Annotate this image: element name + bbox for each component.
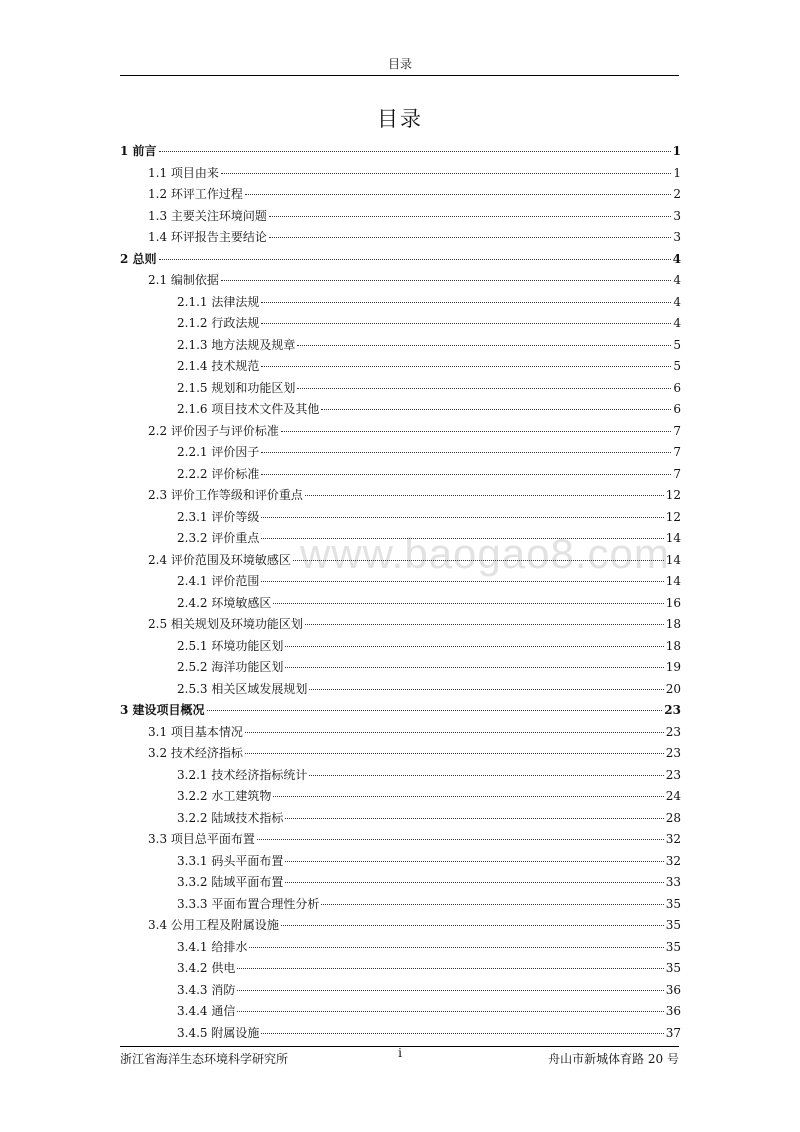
toc-entry[interactable]: [120, 206, 681, 228]
toc-entry-label: 2.5.1 环境功能区划: [177, 638, 284, 653]
toc-entry-page: 19: [665, 660, 681, 674]
toc-entry-label: 3 建设项目概况: [120, 703, 205, 717]
toc-entry-label: 2.4.1 评价范围: [177, 574, 260, 588]
toc-dot-leader: [237, 990, 663, 991]
toc-entry-page: 6: [673, 380, 681, 395]
toc-entry[interactable]: [120, 937, 681, 959]
toc-entry-page: 35: [665, 918, 681, 932]
toc-dot-leader: [273, 603, 663, 604]
toc-entry-page: 2: [673, 187, 681, 201]
watermark: www.baogao8.com: [300, 530, 670, 577]
toc-entry-page: 4: [673, 273, 681, 287]
toc-entry[interactable]: [120, 184, 681, 206]
toc-entry[interactable]: [120, 722, 681, 744]
toc-dot-leader: [321, 409, 671, 410]
toc-entry-label: 2.1.4 技术规范: [177, 359, 260, 373]
toc-dot-leader: [257, 839, 664, 840]
toc-dot-leader: [261, 323, 671, 324]
toc-dot-leader: [285, 646, 663, 647]
toc-entry-label: 2.2.1 评价因子: [177, 445, 260, 459]
toc-entry[interactable]: [120, 163, 681, 185]
toc-entry[interactable]: [120, 743, 681, 765]
toc-dot-leader: [285, 861, 663, 862]
toc-entry-label: 3.4.2 供电: [177, 961, 236, 975]
toc-dot-leader: [305, 495, 664, 496]
toc-entry-page: 23: [664, 703, 681, 717]
toc-entry[interactable]: [120, 851, 681, 873]
toc-entry-page: 14: [665, 531, 681, 545]
toc-entry[interactable]: [120, 356, 681, 378]
toc-entry-label: 2.1.3 地方法规及规章: [177, 337, 296, 352]
toc-entry[interactable]: [120, 765, 681, 787]
toc-entry-page: 35: [665, 961, 681, 975]
toc-entry-label: 1.1 项目由来: [148, 165, 219, 180]
toc-entry-page: 6: [673, 402, 681, 416]
toc-entry[interactable]: [120, 958, 681, 980]
toc-entry[interactable]: [120, 249, 681, 271]
toc-entry-page: 23: [665, 767, 681, 782]
footer-page-number: i: [398, 1046, 402, 1060]
toc-dot-leader: [245, 194, 671, 195]
toc-entry[interactable]: [120, 571, 681, 593]
toc-entry-label: 2.5.3 相关区域发展规划: [177, 681, 308, 696]
toc-dot-leader: [281, 431, 671, 432]
toc-entry-page: 35: [665, 896, 681, 911]
toc-entry[interactable]: [120, 528, 681, 550]
toc-entry-page: 14: [665, 574, 681, 588]
toc-entry-label: 3.3.1 码头平面布置: [177, 853, 284, 868]
toc-entry-page: 4: [673, 294, 681, 309]
toc-entry-label: 3.3 项目总平面布置: [148, 832, 255, 846]
toc-dot-leader: [261, 538, 663, 539]
toc-dot-leader: [293, 560, 664, 561]
toc-entry-label: 1.2 环评工作过程: [148, 187, 243, 201]
toc-dot-leader: [261, 366, 671, 367]
toc-entry-label: 3.2 技术经济指标: [148, 746, 243, 760]
toc-entry-page: 14: [665, 552, 681, 567]
toc-entry-label: 2 总则: [120, 251, 157, 266]
toc-entry[interactable]: [120, 399, 681, 421]
toc-dot-leader: [261, 452, 671, 453]
toc-entry-label: 1.3 主要关注环境问题: [148, 208, 267, 223]
toc-entry-page: 20: [665, 681, 681, 696]
toc-dot-leader: [245, 753, 664, 754]
toc-entry-page: 23: [665, 746, 681, 760]
toc-entry-label: 2.3 评价工作等级和评价重点: [148, 488, 303, 502]
toc-entry[interactable]: [120, 593, 681, 615]
toc-entry-page: 7: [673, 466, 681, 481]
toc-entry-label: 2.5.2 海洋功能区划: [177, 660, 284, 674]
toc-entry-page: 33: [665, 875, 681, 889]
toc-entry-label: 2.1.1 法律法规: [177, 294, 260, 309]
toc-dot-leader: [321, 904, 663, 905]
toc-dot-leader: [159, 151, 671, 152]
toc-dot-leader: [281, 925, 664, 926]
toc-entry-label: 1.4 环评报告主要结论: [148, 230, 267, 244]
toc-entry[interactable]: [120, 442, 681, 464]
page-title: 目录: [377, 107, 423, 131]
toc-dot-leader: [245, 732, 664, 733]
toc-dot-leader: [309, 775, 663, 776]
toc-entry-page: 18: [665, 617, 681, 631]
toc-entry-page: 7: [673, 445, 681, 459]
toc-entry-page: 23: [665, 724, 681, 739]
toc-entry[interactable]: [120, 550, 681, 572]
toc-entry-page: 36: [665, 982, 681, 997]
toc-entry[interactable]: [120, 894, 681, 916]
table-of-contents: [120, 141, 681, 1044]
toc-entry-label: 2.3.1 评价等级: [177, 509, 260, 524]
toc-dot-leader: [285, 818, 663, 819]
toc-entry-page: 37: [665, 1025, 681, 1040]
toc-entry[interactable]: [120, 786, 681, 808]
toc-entry[interactable]: [120, 335, 681, 357]
toc-dot-leader: [237, 1011, 663, 1012]
toc-entry[interactable]: [120, 292, 681, 314]
toc-entry-label: 2.2.2 评价标准: [177, 466, 260, 481]
toc-dot-leader: [207, 710, 663, 711]
toc-entry[interactable]: [120, 614, 681, 636]
toc-dot-leader: [249, 947, 663, 948]
toc-entry[interactable]: [120, 378, 681, 400]
toc-entry[interactable]: [120, 657, 681, 679]
toc-dot-leader: [269, 237, 671, 238]
toc-entry-label: 3.4.3 消防: [177, 982, 236, 997]
toc-dot-leader: [261, 474, 671, 475]
toc-entry[interactable]: [120, 636, 681, 658]
toc-dot-leader: [305, 624, 664, 625]
toc-entry-page: 5: [673, 359, 681, 373]
toc-entry-page: 24: [665, 789, 681, 803]
toc-entry-label: 3.4.5 附属设施: [177, 1025, 260, 1040]
toc-entry[interactable]: [120, 270, 681, 292]
toc-entry[interactable]: [120, 464, 681, 486]
toc-entry-page: 32: [665, 832, 681, 846]
toc-entry[interactable]: [120, 313, 681, 335]
toc-entry-page: 4: [672, 251, 681, 266]
toc-entry[interactable]: [120, 227, 681, 249]
toc-dot-leader: [237, 968, 663, 969]
toc-entry-page: 12: [665, 509, 681, 524]
toc-entry[interactable]: [120, 141, 681, 163]
toc-entry-page: 35: [665, 939, 681, 954]
toc-dot-leader: [221, 173, 671, 174]
toc-entry-label: 3.3.2 陆域平面布置: [177, 875, 284, 889]
toc-dot-leader: [261, 581, 663, 582]
toc-entry-page: 32: [665, 853, 681, 868]
toc-entry-label: 1 前言: [120, 144, 157, 158]
toc-entry-page: 3: [673, 208, 681, 223]
toc-entry[interactable]: [120, 980, 681, 1002]
toc-entry-label: 3.4.1 给排水: [177, 939, 248, 954]
toc-entry-label: 3.2.2 水工建筑物: [177, 789, 272, 803]
toc-entry-page: 3: [673, 230, 681, 244]
toc-dot-leader: [269, 216, 671, 217]
toc-entry-label: 2.1.5 规划和功能区划: [177, 380, 296, 395]
toc-entry[interactable]: [120, 485, 681, 507]
toc-entry-page: 5: [673, 337, 681, 352]
toc-dot-leader: [285, 882, 663, 883]
toc-entry-label: 3.4.4 通信: [177, 1004, 236, 1018]
toc-entry-page: 1: [673, 165, 681, 180]
toc-entry-label: 2.1 编制依据: [148, 273, 219, 287]
footer-address: 舟山市新城体育路 20 号: [548, 1052, 679, 1066]
running-header: 目录: [387, 57, 412, 71]
toc-dot-leader: [273, 796, 663, 797]
toc-entry-label: 2.4 评价范围及环境敏感区: [148, 552, 291, 567]
toc-dot-leader: [261, 302, 671, 303]
toc-entry[interactable]: [120, 507, 681, 529]
toc-entry-page: 16: [665, 595, 681, 610]
toc-entry-label: 2.3.2 评价重点: [177, 531, 260, 545]
toc-entry-label: 2.4.2 环境敏感区: [177, 595, 272, 610]
toc-dot-leader: [285, 667, 663, 668]
toc-entry-label: 2.5 相关规划及环境功能区划: [148, 617, 303, 631]
toc-dot-leader: [309, 689, 663, 690]
toc-entry-label: 2.1.6 项目技术文件及其他: [177, 402, 320, 416]
toc-entry-page: 18: [665, 638, 681, 653]
toc-entry[interactable]: [120, 679, 681, 701]
footer-organization: 浙江省海洋生态环境科学研究所: [120, 1052, 289, 1066]
toc-entry[interactable]: [120, 1023, 681, 1045]
toc-entry-label: 3.1 项目基本情况: [148, 724, 243, 739]
header-rule: [120, 75, 679, 76]
toc-entry-page: 1: [672, 144, 681, 158]
toc-entry-label: 2.1.2 行政法规: [177, 316, 260, 330]
toc-dot-leader: [221, 280, 671, 281]
toc-dot-leader: [297, 345, 671, 346]
toc-entry[interactable]: [120, 808, 681, 830]
toc-entry-label: 3.2.2 陆域技术指标: [177, 810, 284, 825]
toc-dot-leader: [261, 1033, 663, 1034]
toc-entry-label: 3.4 公用工程及附属设施: [148, 918, 279, 932]
toc-dot-leader: [297, 388, 671, 389]
toc-entry-page: 36: [665, 1004, 681, 1018]
toc-entry[interactable]: [120, 700, 681, 722]
toc-dot-leader: [261, 517, 663, 518]
toc-entry[interactable]: [120, 915, 681, 937]
toc-entry-page: 12: [665, 488, 681, 502]
toc-entry[interactable]: [120, 1001, 681, 1023]
toc-dot-leader: [159, 259, 671, 260]
toc-entry-page: 7: [673, 423, 681, 438]
toc-entry[interactable]: [120, 829, 681, 851]
toc-entry-label: 2.2 评价因子与评价标准: [148, 423, 279, 438]
toc-entry[interactable]: [120, 872, 681, 894]
toc-entry[interactable]: [120, 421, 681, 443]
toc-entry-page: 4: [673, 316, 681, 330]
toc-entry-page: 28: [665, 810, 681, 825]
toc-entry-label: 3.3.3 平面布置合理性分析: [177, 896, 320, 911]
toc-entry-label: 3.2.1 技术经济指标统计: [177, 767, 308, 782]
